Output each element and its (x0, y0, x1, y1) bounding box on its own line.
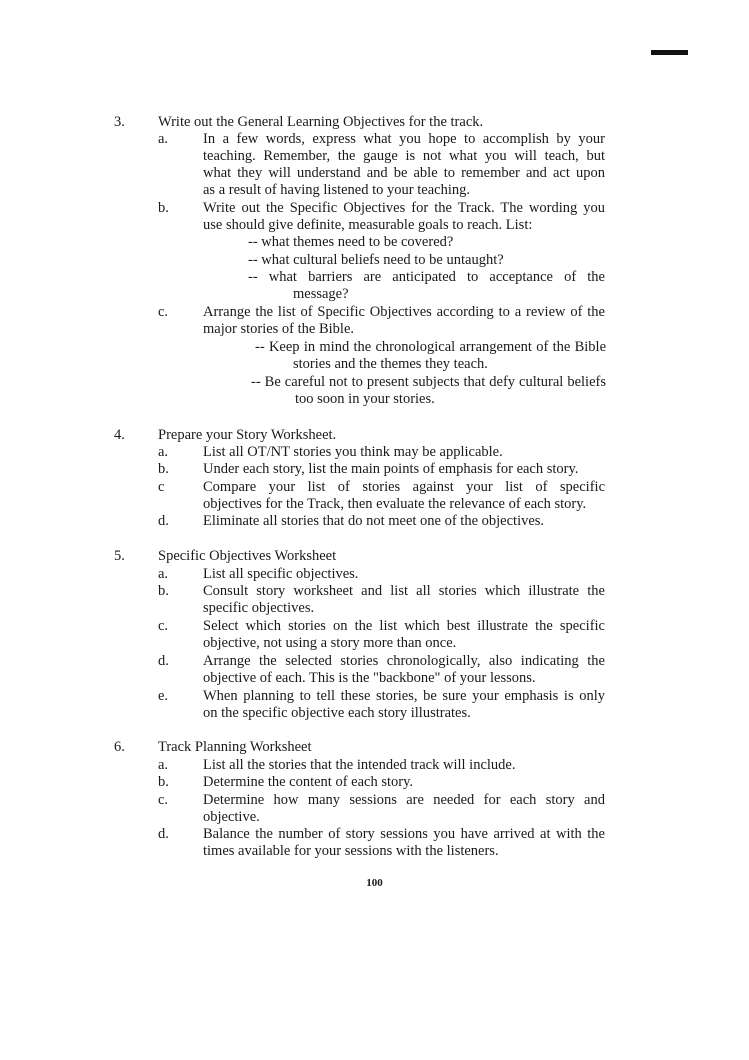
item-text: objectives for the Track, then evaluate the relevance of each story. (203, 496, 587, 512)
section-number: 6. (114, 739, 125, 755)
item-text: List all OT/NT stories you think may be applicable. (203, 444, 503, 460)
section-number: 5. (114, 548, 125, 564)
item-label: d. (158, 513, 169, 529)
item-label: a. (158, 566, 169, 582)
item-text: Consult story worksheet and list all stories which illustrate the (203, 583, 605, 599)
page-number: 100 (366, 877, 383, 889)
item-text: Select which stories on the list which best illustrate the specific (203, 618, 605, 634)
item-label: c. (158, 618, 169, 634)
item-label: b. (158, 461, 169, 477)
item-text: List all specific objectives. (203, 566, 359, 582)
item-label: b. (158, 200, 169, 216)
item-text: on the specific objective each story illustrates. (203, 705, 471, 721)
corner-mark (651, 50, 688, 55)
subpoint-continued: too soon in your stories. (295, 391, 435, 407)
item-text: In a few words, express what you hope to accomplish by your (203, 131, 605, 147)
subpoint-continued: message? (293, 286, 349, 302)
item-text: Balance the number of story sessions you have arrived at with the (203, 826, 605, 842)
item-text: List all the stories that the intended track will include. (203, 757, 516, 773)
item-text: use should give definite, measurable goals to reach. List: (203, 217, 533, 233)
section-title: Write out the General Learning Objectives for the track. (158, 114, 484, 130)
item-text: objective, not using a story more than once. (203, 635, 457, 651)
subpoint-continued: stories and the themes they teach. (293, 356, 488, 372)
item-text: specific objectives. (203, 600, 315, 616)
item-label: a. (158, 757, 169, 773)
subpoint: -- what themes need to be covered? (248, 234, 454, 250)
subpoint: -- Be careful not to present subjects that defy cultural beliefs (251, 374, 606, 390)
item-text: times available for your sessions with the listeners. (203, 843, 499, 859)
subpoint: -- what barriers are anticipated to acceptance of the (248, 269, 605, 285)
subpoint: -- what cultural beliefs need to be untaught? (248, 252, 504, 268)
section-number: 3. (114, 114, 125, 130)
section-title: Specific Objectives Worksheet (158, 548, 337, 564)
item-label: c (158, 479, 165, 495)
item-label: a. (158, 444, 169, 460)
item-text: Under each story, list the main points of emphasis for each story. (203, 461, 579, 477)
item-text: Determine how many sessions are needed for each story and (203, 792, 605, 808)
item-text: objective. (203, 809, 260, 825)
item-label: c. (158, 304, 169, 320)
item-text: major stories of the Bible. (203, 321, 355, 337)
item-text: Compare your list of stories against your list of specific (203, 479, 605, 495)
subpoint: -- Keep in mind the chronological arrangement of the Bible (255, 339, 606, 355)
item-text: Arrange the list of Specific Objectives according to a review of the (203, 304, 605, 320)
item-label: d. (158, 653, 169, 669)
item-label: a. (158, 131, 169, 147)
item-text: teaching. Remember, the gauge is not what you will teach, but (203, 148, 605, 164)
item-text: Arrange the selected stories chronologically, also indicating the (203, 653, 605, 669)
item-text: Write out the Specific Objectives for the Track. The wording you (203, 200, 605, 216)
item-text: as a result of having listened to your teaching. (203, 182, 470, 198)
item-label: b. (158, 774, 169, 790)
section-number: 4. (114, 427, 125, 443)
item-label: b. (158, 583, 169, 599)
item-label: e. (158, 688, 169, 704)
section-title: Track Planning Worksheet (158, 739, 312, 755)
item-text: what they will understand and be able to remember and act upon (203, 165, 605, 181)
item-text: When planning to tell these stories, be sure your emphasis is only (203, 688, 605, 704)
item-text: Determine the content of each story. (203, 774, 414, 790)
item-label: d. (158, 826, 169, 842)
item-label: c. (158, 792, 169, 808)
section-title: Prepare your Story Worksheet. (158, 427, 337, 443)
item-text: objective of each. This is the "backbone" of your lessons. (203, 670, 536, 686)
item-text: Eliminate all stories that do not meet one of the objectives. (203, 513, 545, 529)
